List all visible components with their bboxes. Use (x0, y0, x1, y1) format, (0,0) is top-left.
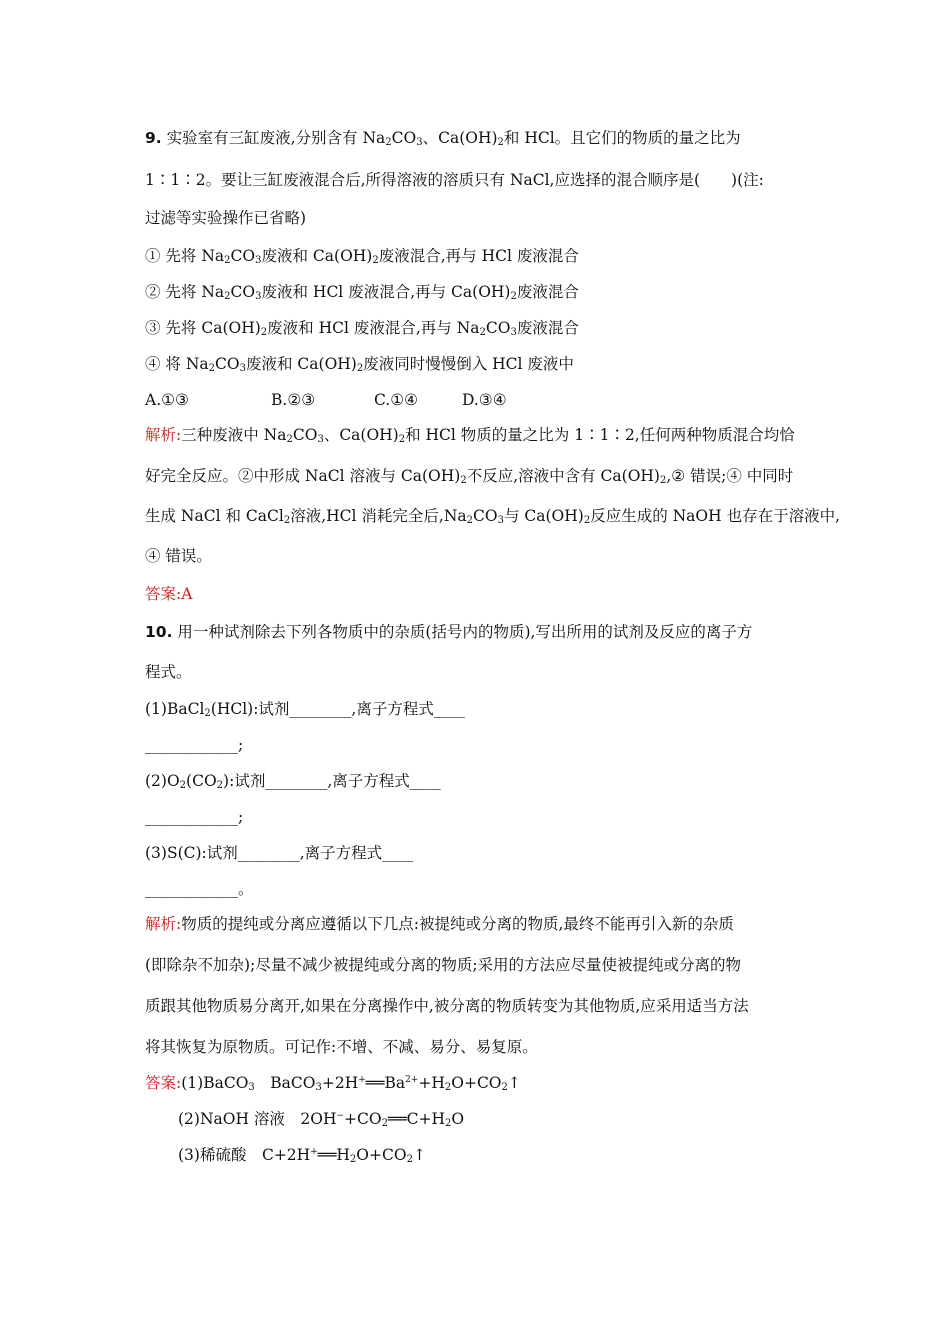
analysis-label: 解析 (145, 915, 177, 933)
q9-item-3: ③ 先将 $Ca(OH)_2$废液和 HCl 废液混合,再与 $Na_2CO_3$废液混合 (145, 319, 579, 338)
q10-analysis-line-3: 质跟其他物质易分离开,如果在分离操作中,被分离的物质转变为其他物质,应采用适当方法 (145, 997, 749, 1015)
q9-number: 9. (145, 129, 162, 147)
q9-options (145, 390, 507, 410)
q9-stem-line-3: 过滤等实验操作已省略) (145, 209, 307, 227)
answer-label: 答案 (145, 585, 177, 603)
q9-analysis-line-1: 解析:三种废液中 $Na_2CO_3$、$Ca(OH)_2$和 HCl 物质的量之比为 1∶1∶2,任何两种物质混合均恰 (145, 426, 795, 445)
option-a: A.①③ (145, 391, 189, 409)
q10-stem-line-1: 10. 用一种试剂除去下列各物质中的杂质(括号内的物质),写出所用的试剂及反应的离子方 (145, 623, 753, 641)
q10-stem-line-2: 程式。 (145, 663, 192, 681)
q9-analysis-line-3: 生成 NaCl 和 CaCl$_2$溶液,HCl 消耗完全后$,Na_2CO_3$与 $Ca(OH)_2$反应生成的 NaOH 也存在于溶液中, (145, 507, 840, 526)
q10-analysis-line-4: 将其恢复为原物质。可记作:不增、不减、易分、易复原。 (145, 1038, 538, 1056)
q9-analysis-line-2: 好完全反应。②中形成 NaCl 溶液与 $Ca(OH)_2$不反应,溶液中含有 $Ca(OH)_2,②$ 错误;④ 中同时 (145, 467, 794, 486)
q9-stem-line-1: 9. 实验室有三缸废液,分别含有 $Na_2CO_3$、$Ca(OH)_2$和 HCl。且它们的物质的量之比为 (145, 129, 741, 148)
q10-part-2: $(2)O_2(CO_2)$:试剂________,离子方程式____ (145, 772, 441, 791)
analysis-label: 解析 (145, 426, 177, 444)
q9-item-2: ② 先将 $Na_2CO_3$废液和 HCl 废液混合,再与 $Ca(OH)_2$废液混合 (145, 283, 579, 302)
q10-number: 10. (145, 623, 173, 641)
q9-item-4: ④ 将 $Na_2CO_3$废液和 $Ca(OH)_2$废液同时慢慢倒入 HCl 废液中 (145, 355, 574, 374)
option-c: C.①④ (374, 391, 419, 409)
answer-label: 答案 (145, 1074, 177, 1092)
q10-part-1: (1)BaCl$_2$(HCl):试剂________,离子方程式____ (145, 700, 465, 719)
q9-stem-line-2: 1∶1∶2。要让三缸废液混合后,所得溶液的溶质只有 NaCl,应选择的混合顺序是( )(注: (145, 171, 764, 189)
q10-answer-3: (3)稀硫酸 $C+2H^+══H_2O+CO_2↑$ (178, 1146, 426, 1165)
option-b: B.②③ (271, 391, 316, 409)
q10-answer-1: 答案:(1)BaCO$_3$ $BaCO_3+2H^+══Ba^{2+}+H_2O+CO_2↑$ (145, 1074, 521, 1093)
q10-part-3-blank[interactable]: ____________。 (145, 880, 254, 898)
q9-answer: 答案:A (145, 585, 193, 603)
q9-item-1: ① 先将 $Na_2CO_3$废液和 $Ca(OH)_2$废液混合,再与 HCl 废液混合 (145, 247, 579, 266)
option-d: D.③④ (462, 391, 507, 409)
q10-part-1-blank[interactable]: ____________; (145, 736, 244, 754)
q10-answer-2: (2)NaOH 溶液 $2OH^-+CO_2══C+H_2O$ (178, 1110, 465, 1129)
q10-part-2-blank[interactable]: ____________; (145, 808, 244, 826)
q10-analysis-line-2: (即除杂不加杂);尽量不减少被提纯或分离的物质;采用的方法应尽量使被提纯或分离的物 (145, 956, 742, 974)
q9-analysis-line-4: ④ 错误。 (145, 547, 212, 565)
q10-part-3: (3)S(C):试剂________,离子方程式____ (145, 844, 414, 862)
q10-analysis-line-1: 解析:物质的提纯或分离应遵循以下几点:被提纯或分离的物质,最终不能再引入新的杂质 (145, 915, 734, 933)
